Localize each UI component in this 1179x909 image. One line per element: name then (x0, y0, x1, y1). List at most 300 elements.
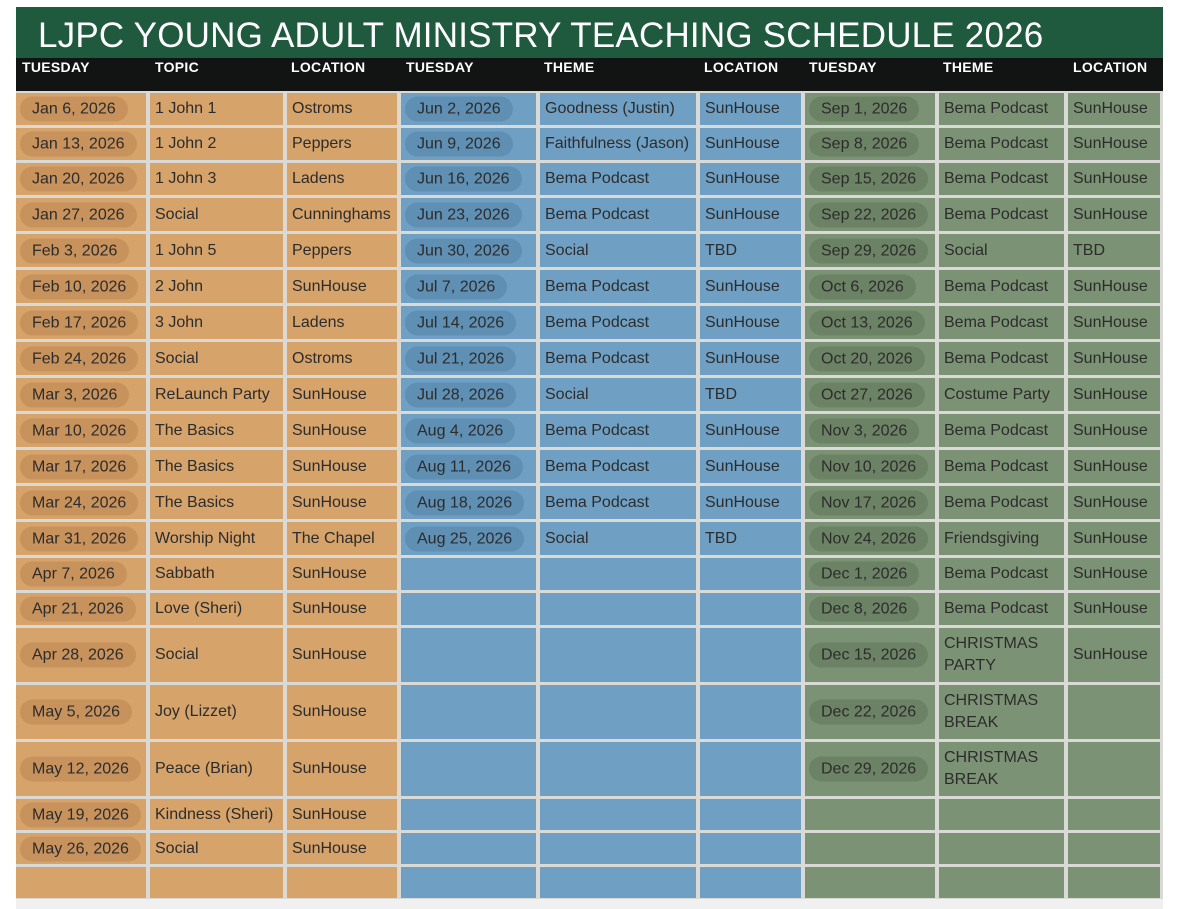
cell-text: Bema Podcast (944, 135, 1049, 152)
cell-text: Social (155, 646, 199, 663)
cell-text: Bema Podcast (545, 349, 650, 367)
table-cell (287, 522, 397, 555)
table-cell (700, 198, 801, 231)
table-cell (540, 270, 696, 303)
cell-text: Bema Podcast (545, 421, 650, 439)
table-cell (1068, 799, 1160, 830)
cell-text: The Chapel (292, 529, 375, 547)
table-cell (700, 522, 801, 555)
table-cell (700, 486, 801, 519)
cell-text: SunHouse (292, 760, 367, 777)
bottom-margin (16, 899, 1163, 909)
cell-text: The Basics (155, 493, 235, 511)
cell-text: ReLaunch Party (155, 385, 270, 403)
table-cell (1068, 306, 1160, 339)
cell-text: CHRISTMAS PARTY (944, 635, 1039, 674)
cell-text: SunHouse (705, 170, 780, 187)
table-cell (805, 378, 935, 411)
table-cell (939, 163, 1064, 195)
table-cell (939, 450, 1064, 483)
date-pill: Aug 4, 2026 (405, 418, 515, 443)
table-cell (939, 522, 1064, 555)
cell-text: Bema Podcast (944, 565, 1049, 582)
cell-text: Bema Podcast (545, 493, 650, 511)
table-cell (540, 593, 696, 625)
cell-text: TBD (705, 529, 737, 547)
date-pill: Sep 1, 2026 (809, 97, 919, 122)
table-cell (540, 799, 696, 830)
cell-text: Bema Podcast (944, 100, 1049, 117)
cell-text: SunHouse (705, 349, 780, 367)
cell-text: The Basics (155, 457, 235, 475)
table-cell (700, 270, 801, 303)
date-pill: Dec 15, 2026 (809, 643, 928, 668)
date-pill: Jun 30, 2026 (405, 238, 522, 263)
cell-text: Peace (Brian) (155, 760, 253, 777)
date-pill: Sep 8, 2026 (809, 132, 919, 157)
table-cell (540, 450, 696, 483)
cell-text: Joy (Lizzet) (155, 703, 237, 720)
cell-text: CHRISTMAS BREAK (944, 692, 1039, 731)
table-cell (1068, 593, 1160, 625)
table-cell (150, 628, 283, 682)
table-cell (805, 742, 935, 796)
table-cell (805, 306, 935, 339)
table-cell (16, 522, 146, 555)
table-cell (1068, 867, 1160, 898)
cell-text: 2 John (155, 277, 204, 295)
table-cell (1068, 833, 1160, 864)
date-pill: Jan 13, 2026 (20, 132, 137, 157)
table-cell (150, 234, 283, 267)
header-location-2: LOCATION (291, 59, 366, 75)
table-cell (939, 234, 1064, 267)
table-cell (805, 163, 935, 195)
date-pill: Feb 17, 2026 (20, 310, 138, 335)
date-pill: Jan 27, 2026 (20, 202, 137, 227)
date-pill: Aug 18, 2026 (405, 490, 524, 515)
date-pill: Mar 10, 2026 (20, 418, 138, 443)
table-cell (401, 628, 536, 682)
table-cell (287, 685, 397, 739)
date-pill: Jul 28, 2026 (405, 382, 516, 407)
date-pill: Feb 3, 2026 (20, 238, 129, 263)
cell-text: TBD (705, 385, 737, 403)
table-cell (16, 742, 146, 796)
table-cell (16, 378, 146, 411)
table-cell (939, 867, 1064, 898)
cell-text: Kindness (Sheri) (155, 805, 274, 823)
date-pill: Jul 14, 2026 (405, 310, 516, 335)
table-cell (150, 163, 283, 195)
cell-text: Social (155, 205, 199, 223)
date-pill: Nov 24, 2026 (809, 526, 928, 551)
date-pill: Mar 17, 2026 (20, 454, 138, 479)
table-cell (150, 414, 283, 447)
header-tuesday-6: TUESDAY (809, 59, 877, 75)
cell-text: SunHouse (1073, 205, 1148, 223)
date-pill: Apr 7, 2026 (20, 562, 127, 587)
cell-text: SunHouse (292, 646, 367, 663)
table-cell (287, 93, 397, 125)
table-cell (287, 628, 397, 682)
cell-text: SunHouse (1073, 135, 1148, 152)
date-pill: Feb 10, 2026 (20, 274, 138, 299)
cell-text: SunHouse (292, 421, 367, 439)
cell-text: SunHouse (1073, 170, 1148, 187)
table-cell (401, 450, 536, 483)
date-pill: Oct 27, 2026 (809, 382, 925, 407)
cell-text: Social (944, 241, 988, 259)
table-cell (150, 742, 283, 796)
table-cell (16, 833, 146, 864)
cell-text: SunHouse (292, 385, 367, 403)
table-cell (700, 306, 801, 339)
table-cell (1068, 486, 1160, 519)
cell-text: Bema Podcast (944, 205, 1049, 223)
header-tuesday-0: TUESDAY (22, 59, 90, 75)
table-cell (401, 306, 536, 339)
cell-text: SunHouse (292, 277, 367, 295)
cell-text: Bema Podcast (545, 313, 650, 331)
cell-text: Bema Podcast (545, 457, 650, 475)
table-cell (401, 867, 536, 898)
table-cell (540, 198, 696, 231)
table-cell (150, 486, 283, 519)
title-bar (16, 7, 1163, 58)
table-cell (150, 867, 283, 898)
date-pill: Sep 29, 2026 (809, 238, 928, 263)
table-cell (939, 833, 1064, 864)
date-pill: Dec 1, 2026 (809, 562, 919, 587)
date-pill: Jun 16, 2026 (405, 167, 522, 192)
table-cell (16, 128, 146, 160)
table-cell (1068, 198, 1160, 231)
table-cell (287, 742, 397, 796)
cell-text: Bema Podcast (545, 170, 650, 187)
cell-text: TBD (705, 241, 737, 259)
header-theme-7: THEME (943, 59, 994, 75)
table-cell (16, 270, 146, 303)
table-cell (287, 306, 397, 339)
cell-text: Love (Sheri) (155, 600, 243, 617)
cell-text: SunHouse (1073, 100, 1148, 117)
table-cell (150, 833, 283, 864)
cell-text: Social (155, 349, 199, 367)
table-cell (150, 685, 283, 739)
table-cell (150, 198, 283, 231)
cell-text: SunHouse (1073, 277, 1148, 295)
date-pill: May 12, 2026 (20, 757, 141, 782)
cell-text: Faithfulness (Jason) (545, 135, 690, 152)
table-cell (805, 867, 935, 898)
cell-text: 1 John 3 (155, 170, 217, 187)
table-cell (401, 93, 536, 125)
table-cell (16, 93, 146, 125)
table-cell (287, 558, 397, 590)
table-cell (805, 593, 935, 625)
table-cell (700, 742, 801, 796)
date-pill: Jan 20, 2026 (20, 167, 137, 192)
cell-text: Costume Party (944, 385, 1050, 403)
table-cell (1068, 628, 1160, 682)
cell-text: 1 John 5 (155, 241, 217, 259)
cell-text: SunHouse (1073, 349, 1148, 367)
table-cell (150, 558, 283, 590)
table-cell (150, 593, 283, 625)
table-cell (540, 414, 696, 447)
cell-text: SunHouse (1073, 493, 1148, 511)
table-cell (287, 270, 397, 303)
table-cell (287, 799, 397, 830)
cell-text: Ostroms (292, 349, 353, 367)
table-cell (805, 414, 935, 447)
header-location-5: LOCATION (704, 59, 779, 75)
table-cell (540, 522, 696, 555)
cell-text: SunHouse (1073, 313, 1148, 331)
cell-text: SunHouse (1073, 529, 1148, 547)
cell-text: SunHouse (292, 493, 367, 511)
table-cell (1068, 414, 1160, 447)
table-cell (287, 128, 397, 160)
cell-text: Bema Podcast (944, 457, 1049, 475)
cell-text: SunHouse (292, 839, 367, 857)
table-cell (287, 414, 397, 447)
date-pill: May 5, 2026 (20, 700, 132, 725)
table-cell (805, 628, 935, 682)
cell-text: Bema Podcast (944, 600, 1049, 617)
table-cell (1068, 128, 1160, 160)
cell-text: 1 John 1 (155, 100, 217, 117)
table-cell (939, 742, 1064, 796)
date-pill: Feb 24, 2026 (20, 346, 138, 371)
table-cell (700, 378, 801, 411)
table-cell (939, 414, 1064, 447)
table-cell (287, 198, 397, 231)
table-cell (700, 833, 801, 864)
table-cell (401, 593, 536, 625)
date-pill: Jul 21, 2026 (405, 346, 516, 371)
table-cell (16, 558, 146, 590)
table-cell (1068, 450, 1160, 483)
table-cell (16, 685, 146, 739)
table-cell (939, 378, 1064, 411)
date-pill: Oct 6, 2026 (809, 274, 916, 299)
table-cell (700, 128, 801, 160)
table-cell (401, 522, 536, 555)
table-cell (1068, 93, 1160, 125)
table-cell (16, 593, 146, 625)
cell-text: SunHouse (705, 457, 780, 475)
table-cell (150, 450, 283, 483)
table-cell (150, 93, 283, 125)
table-cell (540, 486, 696, 519)
table-cell (805, 128, 935, 160)
cell-text: Bema Podcast (944, 170, 1049, 187)
table-cell (700, 414, 801, 447)
table-cell (540, 558, 696, 590)
table-cell (401, 558, 536, 590)
cell-text: SunHouse (705, 313, 780, 331)
header-location-8: LOCATION (1073, 59, 1148, 75)
date-pill: Sep 22, 2026 (809, 202, 928, 227)
date-pill: May 19, 2026 (20, 802, 141, 827)
table-cell (939, 306, 1064, 339)
date-pill: Jun 2, 2026 (405, 97, 513, 122)
table-cell (939, 128, 1064, 160)
table-cell (1068, 234, 1160, 267)
cell-text: Bema Podcast (944, 349, 1049, 367)
table-cell (700, 628, 801, 682)
table-cell (540, 685, 696, 739)
cell-text: SunHouse (292, 457, 367, 475)
date-pill: Oct 20, 2026 (809, 346, 925, 371)
table-cell (939, 685, 1064, 739)
cell-text: SunHouse (1073, 421, 1148, 439)
cell-text: SunHouse (705, 135, 780, 152)
table-cell (401, 342, 536, 375)
table-cell (287, 234, 397, 267)
table-cell (16, 198, 146, 231)
table-cell (939, 593, 1064, 625)
table-cell (540, 163, 696, 195)
table-cell (700, 685, 801, 739)
date-pill: May 26, 2026 (20, 836, 141, 861)
table-cell (16, 799, 146, 830)
cell-text: Ladens (292, 313, 345, 331)
table-cell (1068, 742, 1160, 796)
table-cell (150, 128, 283, 160)
cell-text: Social (155, 839, 199, 857)
table-cell (1068, 522, 1160, 555)
cell-text: SunHouse (705, 277, 780, 295)
table-cell (805, 799, 935, 830)
table-cell (805, 342, 935, 375)
table-cell (805, 486, 935, 519)
cell-text: 3 John (155, 313, 204, 331)
cell-text: Worship Night (155, 529, 256, 547)
table-cell (1068, 558, 1160, 590)
cell-text: SunHouse (292, 703, 367, 720)
table-cell (401, 833, 536, 864)
table-cell (287, 378, 397, 411)
table-cell (540, 378, 696, 411)
table-cell (805, 270, 935, 303)
date-pill: Jun 9, 2026 (405, 132, 513, 157)
date-pill: Apr 21, 2026 (20, 597, 136, 622)
cell-text: CHRISTMAS BREAK (944, 749, 1039, 788)
table-cell (401, 163, 536, 195)
cell-text: Social (545, 529, 589, 547)
table-cell (287, 593, 397, 625)
table-cell (401, 799, 536, 830)
table-cell (939, 198, 1064, 231)
cell-text: Bema Podcast (944, 313, 1049, 331)
table-cell (150, 522, 283, 555)
date-pill: Jun 23, 2026 (405, 202, 522, 227)
table-cell (540, 867, 696, 898)
cell-text: SunHouse (1073, 646, 1148, 663)
table-cell (401, 128, 536, 160)
header-topic-1: TOPIC (155, 59, 200, 75)
header-theme-4: THEME (544, 59, 595, 75)
table-cell (401, 198, 536, 231)
cell-text: Sabbath (155, 565, 215, 582)
table-cell (287, 486, 397, 519)
cell-text: Goodness (Justin) (545, 100, 675, 117)
table-cell (700, 163, 801, 195)
table-cell (805, 93, 935, 125)
table-cell (939, 799, 1064, 830)
cell-text: SunHouse (705, 205, 780, 223)
table-cell (939, 628, 1064, 682)
table-cell (939, 558, 1064, 590)
table-cell (540, 306, 696, 339)
cell-text: 1 John 2 (155, 135, 217, 152)
table-cell (1068, 163, 1160, 195)
table-cell (1068, 342, 1160, 375)
date-pill: Jan 6, 2026 (20, 97, 128, 122)
date-pill: Aug 25, 2026 (405, 526, 524, 551)
table-cell (700, 450, 801, 483)
table-cell (805, 833, 935, 864)
table-cell (805, 198, 935, 231)
cell-text: Bema Podcast (944, 277, 1049, 295)
cell-text: Ostroms (292, 100, 353, 117)
cell-text: Cunninghams (292, 205, 391, 223)
table-cell (16, 486, 146, 519)
cell-text: Social (545, 241, 589, 259)
table-cell (540, 742, 696, 796)
table-cell (540, 128, 696, 160)
date-pill: Oct 13, 2026 (809, 310, 925, 335)
date-pill: Aug 11, 2026 (405, 454, 523, 479)
table-cell (540, 234, 696, 267)
table-cell (700, 799, 801, 830)
table-cell (287, 163, 397, 195)
table-cell (540, 628, 696, 682)
cell-text: Friendsgiving (944, 529, 1040, 547)
table-cell (150, 270, 283, 303)
cell-text: SunHouse (1073, 457, 1148, 475)
cell-text: SunHouse (1073, 600, 1148, 617)
table-cell (16, 628, 146, 682)
table-cell (16, 867, 146, 898)
cell-text: SunHouse (292, 600, 367, 617)
header-tuesday-3: TUESDAY (406, 59, 474, 75)
table-cell (805, 522, 935, 555)
table-cell (287, 342, 397, 375)
table-cell (939, 270, 1064, 303)
cell-text: The Basics (155, 421, 235, 439)
table-cell (287, 450, 397, 483)
table-cell (150, 306, 283, 339)
table-cell (1068, 378, 1160, 411)
cell-text: Peppers (292, 135, 352, 152)
table-cell (540, 342, 696, 375)
table-cell (150, 799, 283, 830)
cell-text: SunHouse (705, 100, 780, 117)
table-cell (401, 270, 536, 303)
table-cell (401, 414, 536, 447)
table-cell (805, 685, 935, 739)
table-cell (401, 234, 536, 267)
cell-text: SunHouse (705, 493, 780, 511)
date-pill: Nov 10, 2026 (809, 454, 928, 479)
date-pill: Nov 3, 2026 (809, 418, 919, 443)
cell-text: TBD (1073, 241, 1105, 259)
page-title: LJPC YOUNG ADULT MINISTRY TEACHING SCHEDULE 2026 (38, 16, 1044, 55)
